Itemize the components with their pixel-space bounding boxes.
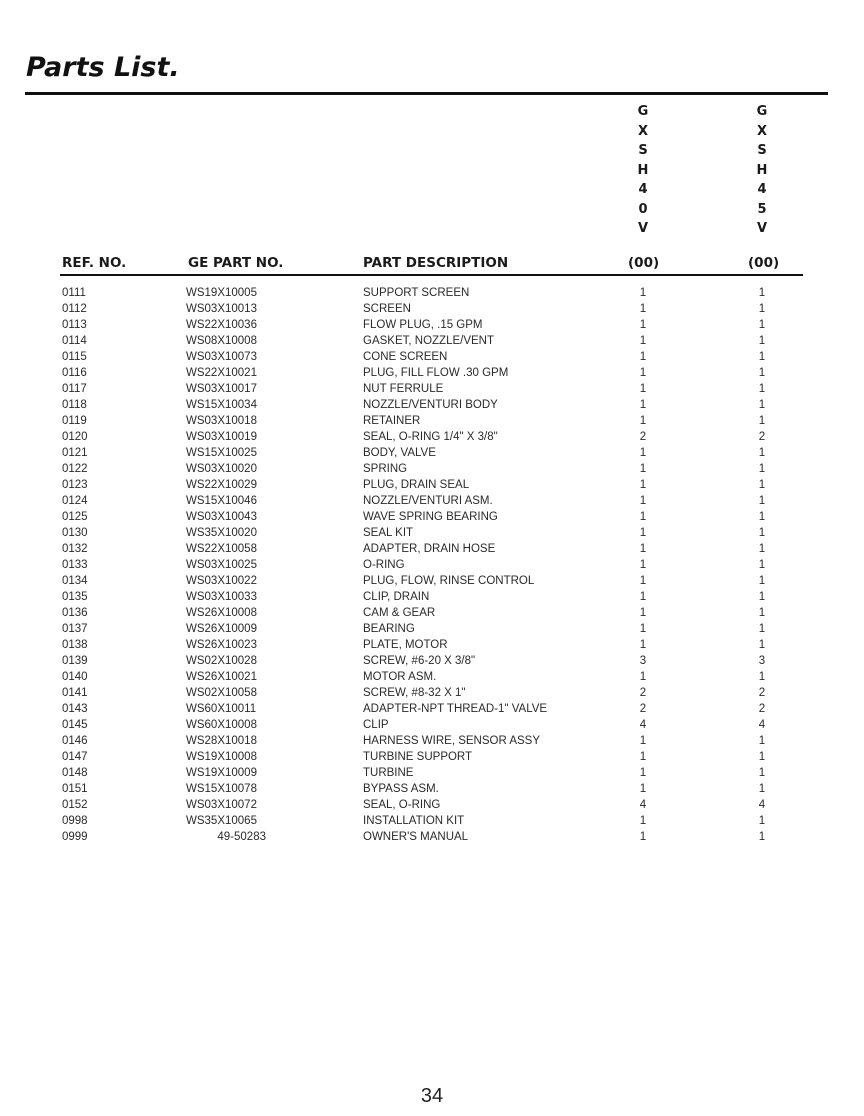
table-row	[0, 493, 864, 509]
qty-model-1-cell: 1	[639, 543, 647, 555]
ref-no-cell: 0112	[62, 303, 87, 315]
model-letter: 5	[757, 201, 767, 217]
table-row	[0, 461, 864, 477]
qty-model-1-cell: 1	[639, 671, 647, 683]
ref-no-cell: 0123	[62, 479, 88, 491]
ref-no-cell: 0132	[62, 543, 88, 555]
part-no-cell: WS03X10043	[186, 511, 257, 523]
ref-no-cell: 0136	[62, 607, 88, 619]
ref-no-cell: 0120	[62, 431, 88, 443]
part-no-cell: WS26X10008	[186, 607, 257, 619]
qty-model-1-cell: 1	[639, 319, 647, 331]
ref-no-cell: 0143	[62, 703, 88, 715]
table-row	[0, 701, 864, 717]
description-cell: O-RING	[363, 559, 405, 571]
page-number: 34	[420, 1085, 444, 1107]
ref-no-cell: 0130	[62, 527, 88, 539]
qty-model-2-cell: 1	[758, 399, 766, 411]
qty-model-1-cell: 1	[639, 415, 647, 427]
qty-model-1-cell: 1	[639, 735, 647, 747]
part-no-cell: WS26X10023	[186, 639, 257, 651]
description-cell: SPRING	[363, 463, 408, 475]
description-cell: PLUG, FLOW, RINSE CONTROL	[363, 575, 535, 587]
qty-model-1-cell: 4	[639, 799, 647, 811]
part-no-cell: WS03X10013	[186, 303, 257, 315]
header-model-code-1: (00)	[628, 255, 660, 271]
qty-model-2-cell: 1	[758, 383, 766, 395]
qty-model-2-cell: 1	[758, 447, 766, 459]
model-letter: 4	[757, 182, 767, 197]
table-row	[0, 717, 864, 733]
description-cell: BEARING	[363, 623, 415, 635]
part-no-cell: WS26X10009	[186, 623, 257, 635]
model-column-header-2	[752, 102, 772, 239]
qty-model-2-cell: 1	[758, 767, 766, 779]
ref-no-cell: 0145	[62, 719, 88, 731]
description-cell: CAM & GEAR	[363, 607, 436, 619]
table-row	[0, 733, 864, 749]
table-row	[0, 557, 864, 573]
qty-model-2-cell: 2	[758, 431, 766, 443]
model-letter: X	[756, 123, 768, 139]
table-row	[0, 653, 864, 669]
model-letter: 0	[638, 201, 648, 217]
ref-no-cell: 0118	[62, 399, 87, 411]
qty-model-2-cell: 1	[758, 639, 766, 651]
ref-no-cell: 0117	[62, 383, 87, 395]
qty-model-1-cell: 1	[639, 751, 647, 763]
qty-model-2-cell: 1	[758, 559, 766, 571]
description-cell: PLUG, DRAIN SEAL	[363, 479, 470, 491]
part-no-cell: WS08X10008	[186, 335, 257, 347]
description-cell: SEAL KIT	[363, 527, 414, 539]
model-letter: H	[637, 162, 649, 178]
qty-model-2-cell: 1	[758, 783, 766, 795]
ref-no-cell: 0125	[62, 511, 88, 523]
table-row	[0, 637, 864, 653]
qty-model-2-cell: 1	[758, 335, 766, 347]
qty-model-1-cell: 1	[639, 463, 647, 475]
model-letter: G	[756, 104, 768, 119]
part-no-cell: WS22X10036	[186, 319, 257, 331]
qty-model-2-cell: 4	[758, 719, 766, 731]
header-divider	[60, 274, 803, 276]
ref-no-cell: 0114	[62, 335, 87, 347]
qty-model-1-cell: 1	[639, 447, 647, 459]
description-cell: WAVE SPRING BEARING	[363, 511, 498, 523]
description-cell: SUPPORT SCREEN	[363, 287, 470, 299]
description-cell: ADAPTER, DRAIN HOSE	[363, 543, 496, 555]
part-no-cell: WS03X10025	[186, 559, 257, 571]
table-row	[0, 317, 864, 333]
part-no-cell: WS35X10065	[186, 815, 257, 827]
parts-table	[0, 285, 864, 845]
qty-model-2-cell: 1	[758, 591, 766, 603]
part-no-cell: WS22X10029	[186, 479, 257, 491]
qty-model-2-cell: 1	[758, 367, 766, 379]
qty-model-1-cell: 1	[639, 607, 647, 619]
qty-model-2-cell: 1	[758, 463, 766, 475]
description-cell: SEAL, O-RING	[363, 799, 441, 811]
table-row	[0, 541, 864, 557]
header-ge-part-no: GE PART NO.	[188, 255, 284, 271]
table-row	[0, 829, 864, 845]
part-no-cell: 49-50283	[217, 831, 266, 843]
table-row	[0, 333, 864, 349]
qty-model-1-cell: 1	[639, 495, 647, 507]
ref-no-cell: 0137	[62, 623, 88, 635]
qty-model-1-cell: 1	[639, 383, 647, 395]
description-cell: SEAL, O-RING 1/4" X 3/8"	[363, 431, 498, 443]
qty-model-2-cell: 1	[758, 495, 766, 507]
description-cell: GASKET, NOZZLE/VENT	[363, 335, 494, 347]
part-no-cell: WS02X10058	[186, 687, 257, 699]
qty-model-2-cell: 1	[758, 735, 766, 747]
ref-no-cell: 0147	[62, 751, 88, 763]
description-cell: CLIP, DRAIN	[363, 591, 430, 603]
description-cell: FLOW PLUG, .15 GPM	[363, 319, 483, 331]
part-no-cell: WS28X10018	[186, 735, 257, 747]
part-no-cell: WS19X10008	[186, 751, 257, 763]
table-row	[0, 381, 864, 397]
description-cell: NOZZLE/VENTURI BODY	[363, 399, 498, 411]
model-letter: S	[638, 143, 648, 158]
model-column-header-1	[633, 102, 653, 239]
table-row	[0, 797, 864, 813]
qty-model-2-cell: 1	[758, 319, 766, 331]
ref-no-cell: 0141	[62, 687, 88, 699]
description-cell: OWNER'S MANUAL	[363, 831, 469, 843]
page-title: Parts List.	[26, 52, 180, 83]
header-part-description: PART DESCRIPTION	[363, 255, 509, 271]
description-cell: SCREW, #6-20 X 3/8"	[363, 655, 476, 667]
header-model-code-2: (00)	[748, 255, 780, 271]
title-divider	[25, 92, 828, 95]
ref-no-cell: 0138	[62, 639, 88, 651]
table-row	[0, 621, 864, 637]
qty-model-1-cell: 1	[639, 399, 647, 411]
ref-no-cell: 0119	[62, 415, 87, 427]
description-cell: CLIP	[363, 719, 389, 731]
part-no-cell: WS03X10020	[186, 463, 257, 475]
qty-model-1-cell: 2	[639, 703, 647, 715]
table-row	[0, 413, 864, 429]
table-row	[0, 445, 864, 461]
ref-no-cell: 0116	[62, 367, 87, 379]
table-row	[0, 349, 864, 365]
qty-model-1-cell: 1	[639, 303, 647, 315]
description-cell: HARNESS WIRE, SENSOR ASSY	[363, 735, 541, 747]
description-cell: PLUG, FILL FLOW .30 GPM	[363, 367, 509, 379]
qty-model-2-cell: 1	[758, 479, 766, 491]
model-letter: X	[637, 123, 649, 139]
qty-model-1-cell: 1	[639, 767, 647, 779]
table-row	[0, 573, 864, 589]
qty-model-1-cell: 1	[639, 591, 647, 603]
ref-no-cell: 0115	[62, 351, 87, 363]
part-no-cell: WS15X10046	[186, 495, 257, 507]
qty-model-2-cell: 1	[758, 415, 766, 427]
qty-model-2-cell: 1	[758, 543, 766, 555]
description-cell: NUT FERRULE	[363, 383, 444, 395]
qty-model-1-cell: 1	[639, 575, 647, 587]
ref-no-cell: 0146	[62, 735, 88, 747]
header-ref-no: REF. NO.	[62, 255, 127, 271]
qty-model-2-cell: 1	[758, 671, 766, 683]
part-no-cell: WS15X10034	[186, 399, 257, 411]
part-no-cell: WS02X10028	[186, 655, 257, 667]
qty-model-1-cell: 1	[639, 511, 647, 523]
part-no-cell: WS26X10021	[186, 671, 257, 683]
qty-model-2-cell: 1	[758, 575, 766, 587]
model-letter: H	[756, 162, 768, 178]
description-cell: SCREW, #8-32 X 1"	[363, 687, 466, 699]
part-no-cell: WS15X10078	[186, 783, 257, 795]
qty-model-2-cell: 4	[758, 799, 766, 811]
description-cell: BYPASS ASM.	[363, 783, 439, 795]
qty-model-2-cell: 1	[758, 751, 766, 763]
qty-model-2-cell: 1	[758, 623, 766, 635]
table-row	[0, 813, 864, 829]
qty-model-1-cell: 1	[639, 351, 647, 363]
qty-model-1-cell: 1	[639, 335, 647, 347]
part-no-cell: WS03X10022	[186, 575, 257, 587]
table-row	[0, 429, 864, 445]
description-cell: TURBINE	[363, 767, 414, 779]
ref-no-cell: 0134	[62, 575, 88, 587]
qty-model-1-cell: 1	[639, 367, 647, 379]
qty-model-1-cell: 1	[639, 623, 647, 635]
table-row	[0, 397, 864, 413]
table-row	[0, 781, 864, 797]
qty-model-1-cell: 1	[639, 559, 647, 571]
description-cell: MOTOR ASM.	[363, 671, 437, 683]
qty-model-1-cell: 1	[639, 287, 647, 299]
qty-model-1-cell: 1	[639, 527, 647, 539]
qty-model-1-cell: 2	[639, 687, 647, 699]
qty-model-2-cell: 3	[758, 655, 766, 667]
table-row	[0, 525, 864, 541]
qty-model-2-cell: 1	[758, 351, 766, 363]
part-no-cell: WS19X10005	[186, 287, 257, 299]
model-letter: 4	[638, 182, 648, 197]
description-cell: SCREEN	[363, 303, 411, 315]
qty-model-2-cell: 2	[758, 687, 766, 699]
ref-no-cell: 0999	[62, 831, 88, 843]
ref-no-cell: 0998	[62, 815, 88, 827]
model-letter: S	[757, 143, 767, 158]
ref-no-cell: 0124	[62, 495, 88, 507]
description-cell: TURBINE SUPPORT	[363, 751, 473, 763]
qty-model-1-cell: 1	[639, 479, 647, 491]
table-row	[0, 509, 864, 525]
qty-model-1-cell: 3	[639, 655, 647, 667]
model-letter: V	[637, 221, 649, 236]
table-row	[0, 589, 864, 605]
qty-model-2-cell: 1	[758, 815, 766, 827]
ref-no-cell: 0152	[62, 799, 88, 811]
qty-model-2-cell: 1	[758, 511, 766, 523]
part-no-cell: WS22X10021	[186, 367, 257, 379]
model-letter: G	[637, 104, 649, 119]
description-cell: RETAINER	[363, 415, 421, 427]
qty-model-2-cell: 1	[758, 303, 766, 315]
qty-model-2-cell: 1	[758, 527, 766, 539]
ref-no-cell: 0151	[62, 783, 88, 795]
part-no-cell: WS03X10018	[186, 415, 257, 427]
table-row	[0, 477, 864, 493]
part-no-cell: WS60X10011	[186, 703, 257, 715]
qty-model-1-cell: 1	[639, 639, 647, 651]
part-no-cell: WS35X10020	[186, 527, 257, 539]
qty-model-1-cell: 1	[639, 783, 647, 795]
table-row	[0, 749, 864, 765]
part-no-cell: WS03X10033	[186, 591, 257, 603]
ref-no-cell: 0113	[62, 319, 87, 331]
qty-model-1-cell: 4	[639, 719, 647, 731]
part-no-cell: WS03X10073	[186, 351, 257, 363]
table-row	[0, 285, 864, 301]
part-no-cell: WS22X10058	[186, 543, 257, 555]
qty-model-2-cell: 1	[758, 607, 766, 619]
part-no-cell: WS03X10019	[186, 431, 257, 443]
qty-model-2-cell: 2	[758, 703, 766, 715]
ref-no-cell: 0139	[62, 655, 88, 667]
description-cell: PLATE, MOTOR	[363, 639, 448, 651]
description-cell: INSTALLATION KIT	[363, 815, 465, 827]
description-cell: ADAPTER-NPT THREAD-1" VALVE	[363, 703, 548, 715]
table-row	[0, 685, 864, 701]
ref-no-cell: 0135	[62, 591, 88, 603]
qty-model-1-cell: 1	[639, 815, 647, 827]
ref-no-cell: 0133	[62, 559, 88, 571]
table-row	[0, 669, 864, 685]
part-no-cell: WS19X10009	[186, 767, 257, 779]
table-row	[0, 301, 864, 317]
ref-no-cell: 0148	[62, 767, 88, 779]
table-row	[0, 605, 864, 621]
ref-no-cell: 0122	[62, 463, 88, 475]
ref-no-cell: 0140	[62, 671, 88, 683]
qty-model-1-cell: 1	[639, 831, 647, 843]
qty-model-2-cell: 1	[758, 831, 766, 843]
qty-model-2-cell: 1	[758, 287, 766, 299]
ref-no-cell: 0111	[62, 287, 86, 299]
description-cell: CONE SCREEN	[363, 351, 448, 363]
part-no-cell: WS03X10017	[186, 383, 257, 395]
table-row	[0, 765, 864, 781]
description-cell: NOZZLE/VENTURI ASM.	[363, 495, 493, 507]
part-no-cell: WS03X10072	[186, 799, 257, 811]
part-no-cell: WS60X10008	[186, 719, 257, 731]
table-row	[0, 365, 864, 381]
model-letter: V	[756, 221, 768, 236]
description-cell: BODY, VALVE	[363, 447, 436, 459]
ref-no-cell: 0121	[62, 447, 88, 459]
part-no-cell: WS15X10025	[186, 447, 257, 459]
qty-model-1-cell: 2	[639, 431, 647, 443]
